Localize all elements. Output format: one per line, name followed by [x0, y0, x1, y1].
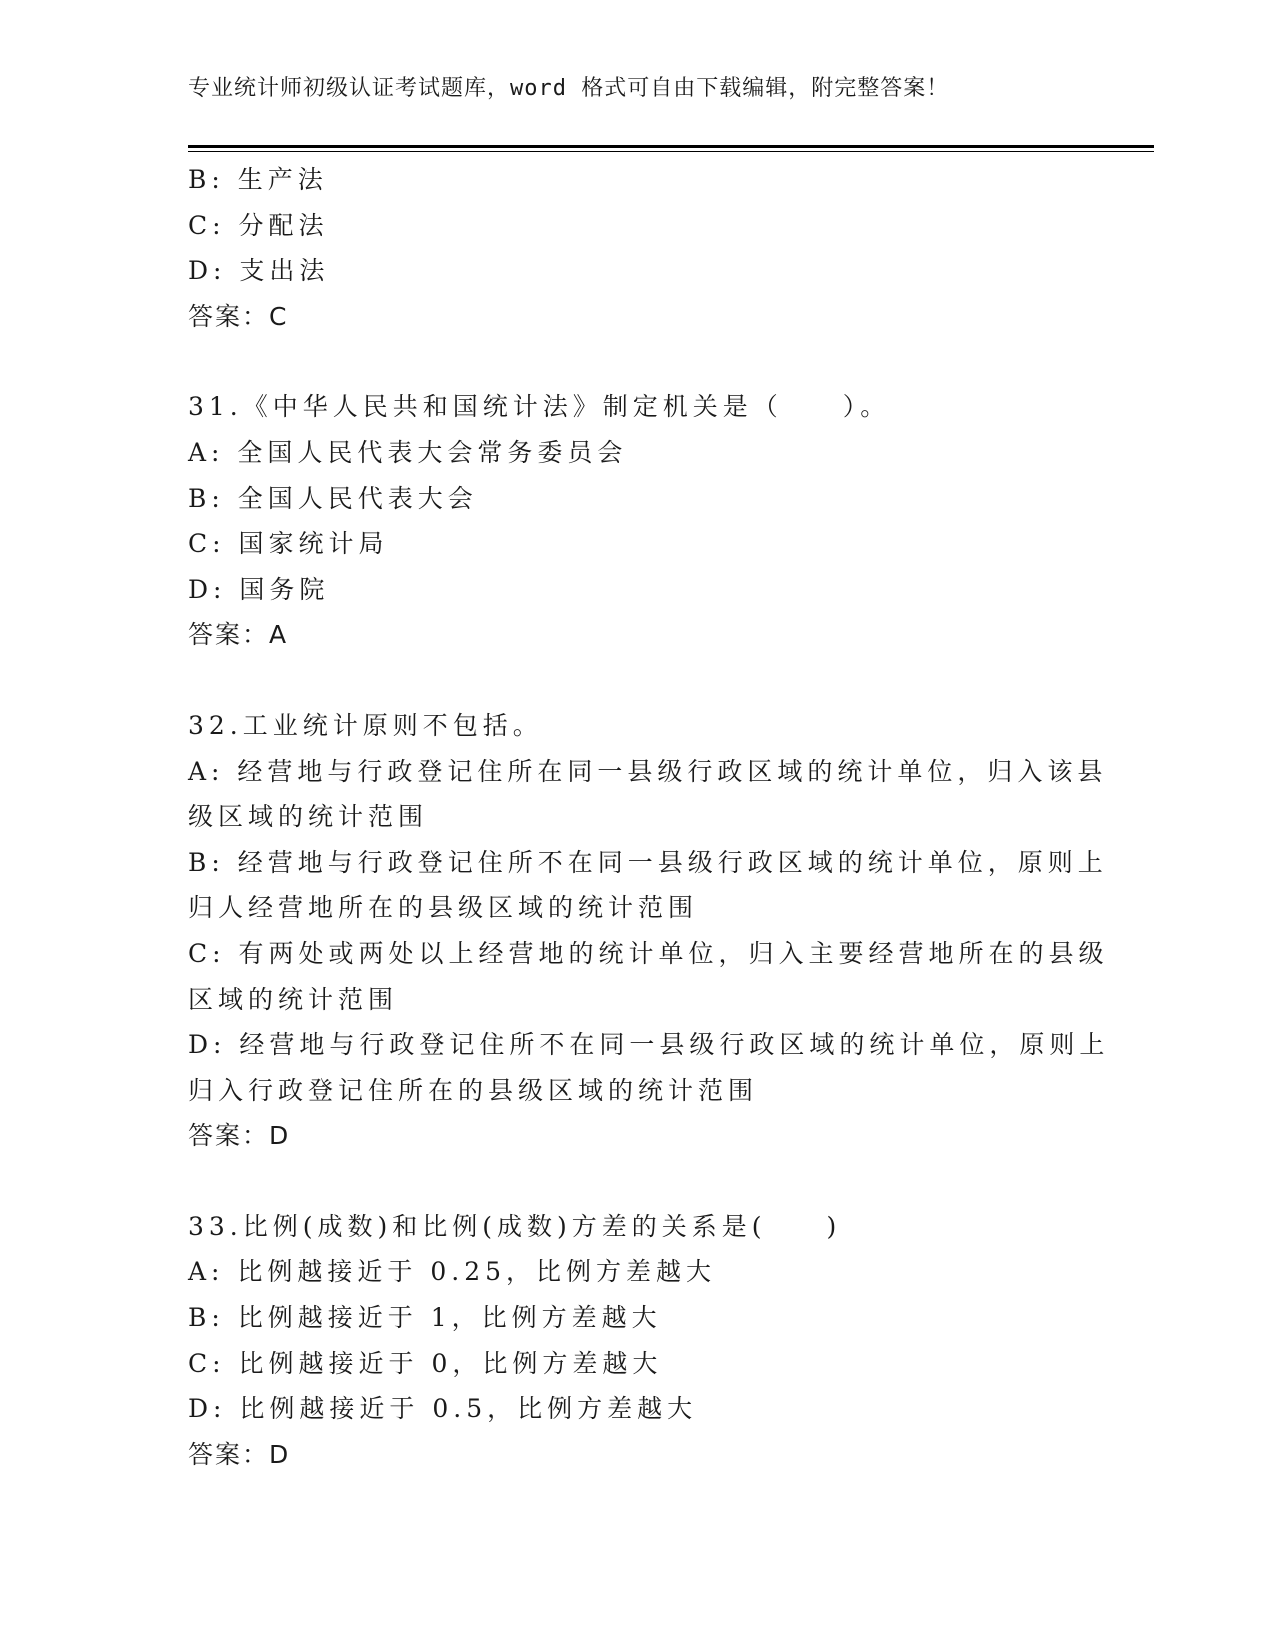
question-stem: 33.比例(成数)和比例(成数)方差的关系是( ) — [188, 1211, 842, 1241]
page-header: 专业统计师初级认证考试题库，word 格式可自由下载编辑，附完整答案！ — [188, 76, 950, 101]
question-33 — [188, 1204, 1088, 1478]
answer-line: 答案：D — [188, 1121, 291, 1151]
spacer — [188, 339, 1088, 384]
answer-line: 答案：A — [188, 620, 289, 650]
option-b: B: 生产法 — [188, 165, 328, 194]
option-d: D: 支出法 — [188, 256, 330, 286]
option-d: D: 国务院 — [188, 574, 330, 604]
spacer — [188, 658, 1088, 703]
option-b: B: 比例越接近于 1，比例方差越大 — [188, 1303, 662, 1333]
option-c: C: 分配法 — [188, 210, 329, 240]
previous-question — [188, 157, 1088, 339]
question-stem: 31.《中华人民共和国统计法》制定机关是（ ）。 — [188, 392, 891, 422]
option-b-line-1: B: 经营地与行政登记住所不在同一县级行政区域的统计单位，原则上 — [188, 847, 1108, 877]
question-content — [188, 157, 1110, 1477]
option-a: A: 全国人民代表大会常务委员会 — [188, 437, 628, 467]
option-c: C: 比例越接近于 0，比例方差越大 — [188, 1348, 663, 1378]
option-d-line-2: 归入行政登记住所在的县级区域的统计范围 — [188, 1075, 759, 1105]
header-divider-thick — [188, 145, 1154, 148]
option-c: C: 国家统计局 — [188, 529, 389, 559]
option-a: A: 比例越接近于 0.25，比例方差越大 — [188, 1257, 717, 1287]
option-c-line-1: C: 有两处或两处以上经营地的统计单位，归入主要经营地所在的县级 — [188, 938, 1109, 968]
option-d: D: 比例越接近于 0.5，比例方差越大 — [188, 1394, 698, 1424]
option-a-line-1: A: 经营地与行政登记住所在同一县级行政区域的统计单位，归入该县 — [188, 756, 1108, 786]
option-a-line-2: 级区域的统计范围 — [188, 802, 429, 832]
header-divider-thin — [188, 151, 1154, 152]
question-32 — [188, 703, 1110, 1159]
spacer — [188, 1159, 1088, 1204]
question-stem: 32.工业统计原则不包括。 — [188, 710, 543, 740]
option-b: B: 全国人民代表大会 — [188, 483, 478, 513]
answer-line: 答案：D — [188, 1439, 291, 1469]
option-d-line-1: D: 经营地与行政登记住所不在同一县级行政区域的统计单位，原则上 — [188, 1030, 1110, 1060]
option-b-line-2: 归人经营地所在的县级区域的统计范围 — [188, 893, 699, 923]
answer-line: 答案：C — [188, 301, 289, 331]
option-c-line-2: 区域的统计范围 — [188, 984, 399, 1014]
question-31 — [188, 384, 1088, 658]
